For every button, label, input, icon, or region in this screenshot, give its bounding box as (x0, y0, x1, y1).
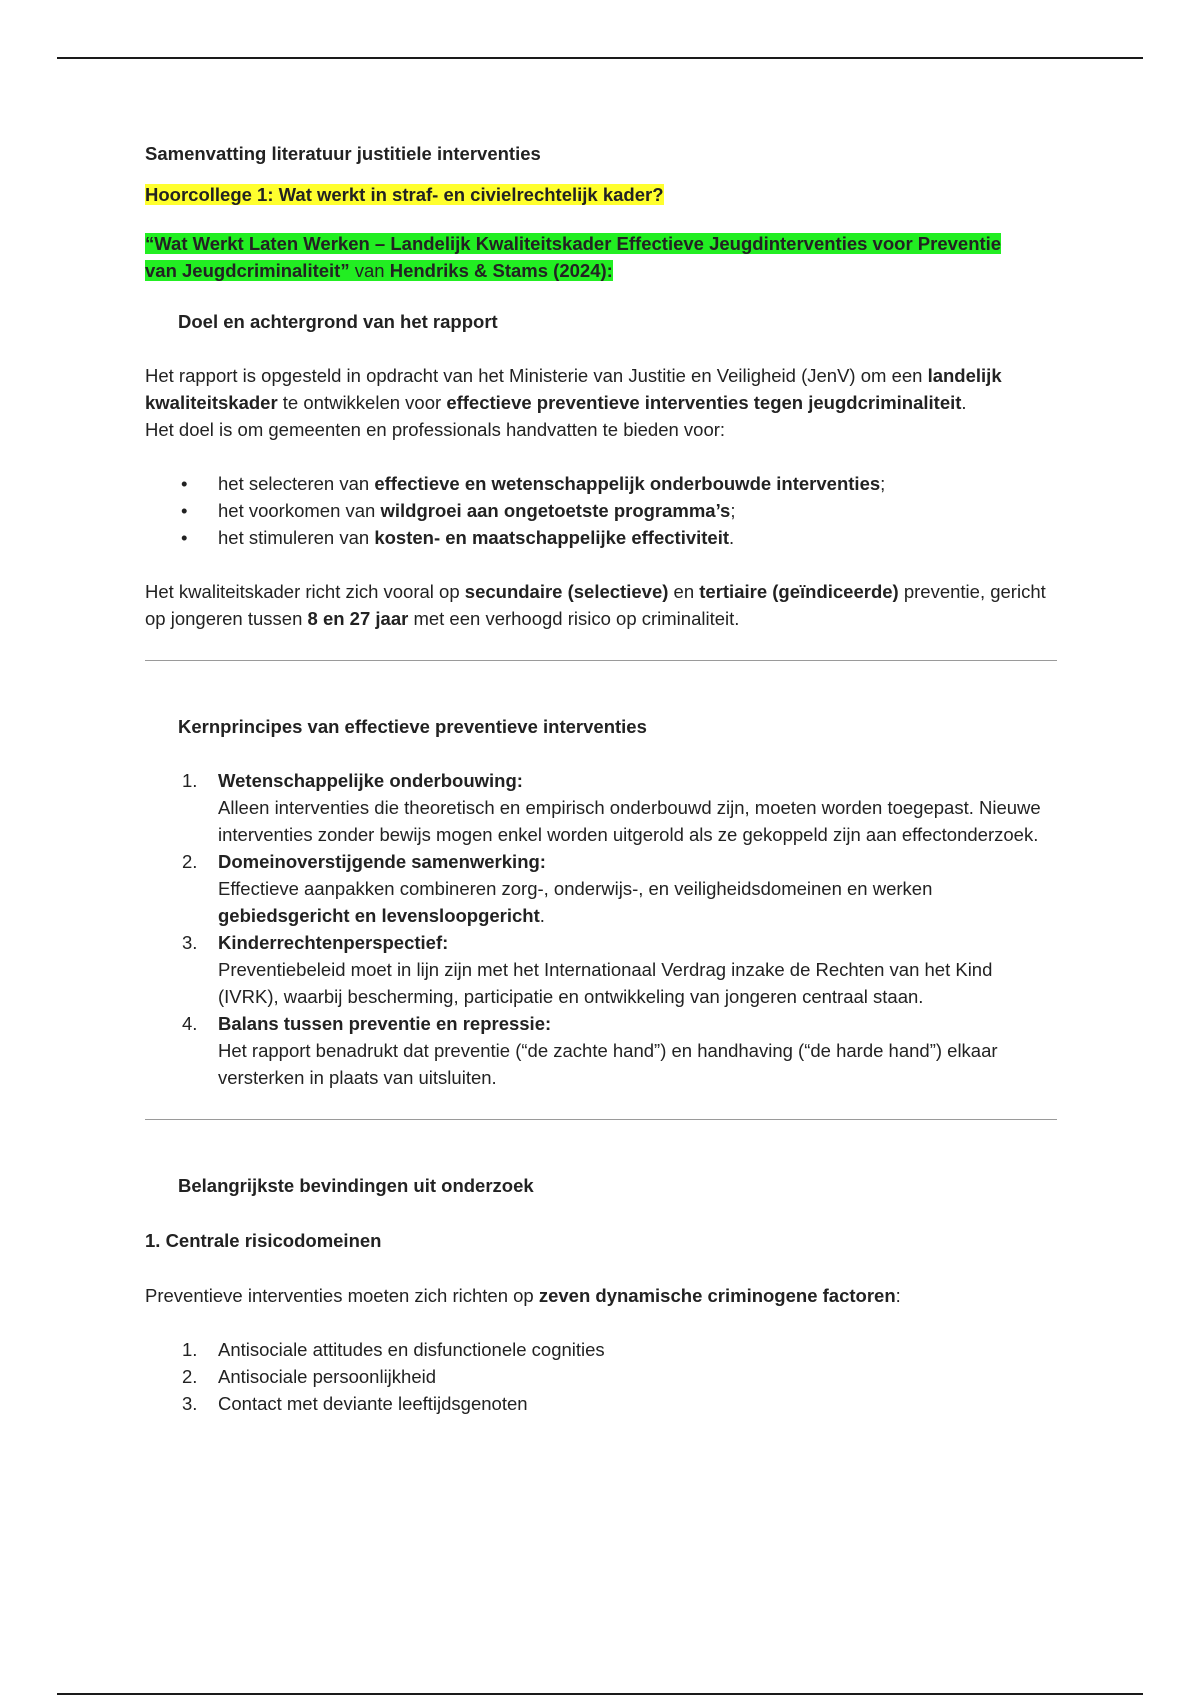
section-heading-kernprincipes: Kernprincipes van effectieve preventieve interventies (178, 716, 647, 737)
bold-run: wildgroei aan ongetoetste programma’s (380, 500, 731, 521)
header-rule (57, 57, 1143, 59)
list-item (145, 767, 1057, 848)
bold-run: secundaire (selectieve) (464, 581, 669, 602)
item-text: Preventiebeleid moet in lijn zijn met het Internationaal Verdrag inzake de Rechten van het Kind (IVRK), waarbij bescherming, participatie en ontwikkeling van jongeren centraal staan. (218, 959, 993, 1007)
paragraph-kwaliteitskader (145, 578, 1057, 632)
text-run: : (895, 1285, 901, 1306)
text-run: het stimuleren van (218, 527, 375, 548)
bold-run: 8 en 27 jaar (307, 608, 409, 629)
subheading-risicodomeinen: 1. Centrale risicodomeinen (145, 1230, 382, 1251)
text-run: ; (730, 500, 736, 521)
list-item (145, 1010, 1057, 1091)
text-run: het selecteren van (218, 473, 375, 494)
text-run: en (668, 581, 700, 602)
text-run: ; (880, 473, 886, 494)
list-number: 3. (182, 932, 198, 953)
list-item (145, 1336, 1057, 1363)
item-text: Effectieve aanpakken combineren zorg-, onderwijs-, en veiligheidsdomeinen en werken (218, 878, 933, 899)
text-run: . (961, 392, 967, 413)
footer-rule (57, 1693, 1143, 1695)
bold-run: effectieve preventieve interventies tegen jeugdcriminaliteit (446, 392, 962, 413)
lecture-heading-text: Hoorcollege 1: Wat werkt in straf- en civielrechtelijk kader? (145, 184, 664, 205)
list-item (145, 929, 1057, 1010)
list-item (145, 848, 1057, 929)
bold-run: zeven dynamische criminogene factoren (538, 1285, 896, 1306)
source-title-line2: van Jeugdcriminaliteit” (145, 260, 350, 281)
section-heading-doel: Doel en achtergrond van het rapport (178, 311, 498, 332)
item-text: Het rapport benadrukt dat preventie (“de zachte hand”) en handhaving (“de harde hand”) elkaar versterken in plaats van uitsluiten. (218, 1040, 998, 1088)
bold-run: kosten- en maatschappelijke effectiviteit (374, 527, 730, 548)
bold-run: effectieve en wetenschappelijk onderbouwde interventies (374, 473, 881, 494)
item-title: Wetenschappelijke onderbouwing: (218, 770, 523, 791)
list-number: 3. (182, 1393, 198, 1414)
item-text: Contact met deviante leeftijdsgenoten (218, 1393, 528, 1414)
section-divider (145, 1119, 1057, 1120)
item-title: Domeinoverstijgende samenwerking: (218, 851, 546, 872)
list-item (145, 1363, 1057, 1390)
paragraph-doel: Het doel is om gemeenten en professionals handvatten te bieden voor: (145, 419, 726, 440)
list-number: 1. (182, 1339, 198, 1360)
text-run: het voorkomen van (218, 500, 381, 521)
paragraph-risicofactoren (145, 1282, 1057, 1309)
list-number: 2. (182, 851, 198, 872)
text-run: Het kwaliteitskader richt zich vooral op (145, 581, 465, 602)
numbered-list-factors (145, 1336, 1057, 1417)
text-run: Preventieve interventies moeten zich richten op (145, 1285, 539, 1306)
list-item (145, 524, 1057, 551)
bold-run: tertiaire (geïndiceerde) (699, 581, 899, 602)
list-number: 4. (182, 1013, 198, 1034)
list-item (145, 1390, 1057, 1417)
item-text: Antisociale persoonlijkheid (218, 1366, 437, 1387)
item-text: Alleen interventies die theoretisch en empirisch onderbouwd zijn, moeten worden toegepast. Nieuwe interventies zonder bewijs mogen enkel worden uitgerold als ze gekoppeld zijn aan effectonderzoek. (218, 797, 1041, 845)
document-page (145, 140, 1057, 1417)
item-title: Kinderrechtenperspectief: (218, 932, 449, 953)
bold-run: gebiedsgericht en levensloopgericht (218, 905, 540, 926)
paragraph-intro (145, 362, 1057, 416)
lecture-heading (145, 181, 1057, 208)
item-title: Balans tussen preventie en repressie: (218, 1013, 552, 1034)
source-title-line1: “Wat Werkt Laten Werken – Landelijk Kwaliteitskader Effectieve Jeugdinterventies voor Preventie (145, 233, 1002, 254)
text-run: met een verhoogd risico op criminaliteit. (408, 608, 740, 629)
item-text: Antisociale attitudes en disfunctionele cognities (218, 1339, 605, 1360)
text-run: Het rapport is opgesteld in opdracht van het Ministerie van Justitie en Veiligheid (JenV) om een (145, 365, 928, 386)
list-number: 2. (182, 1366, 198, 1387)
list-item (145, 497, 1057, 524)
list-item (145, 470, 1057, 497)
bullet-list (145, 470, 1057, 551)
text-run: . (539, 905, 545, 926)
source-authors: Hendriks & Stams (2024): (389, 260, 613, 281)
text-run: te ontwikkelen voor (277, 392, 447, 413)
numbered-list-principles (145, 767, 1057, 1091)
section-divider (145, 660, 1057, 661)
list-number: 1. (182, 770, 198, 791)
bold-run: landelijk kwaliteitskader (145, 365, 1002, 413)
source-van: van (349, 260, 390, 281)
document-title: Samenvatting literatuur justitiele interventies (145, 143, 541, 164)
text-run: preventie, gericht op jongeren tussen (145, 581, 1046, 629)
text-run: . (729, 527, 735, 548)
section-heading-bevindingen: Belangrijkste bevindingen uit onderzoek (178, 1175, 534, 1196)
source-reference (145, 230, 1057, 284)
